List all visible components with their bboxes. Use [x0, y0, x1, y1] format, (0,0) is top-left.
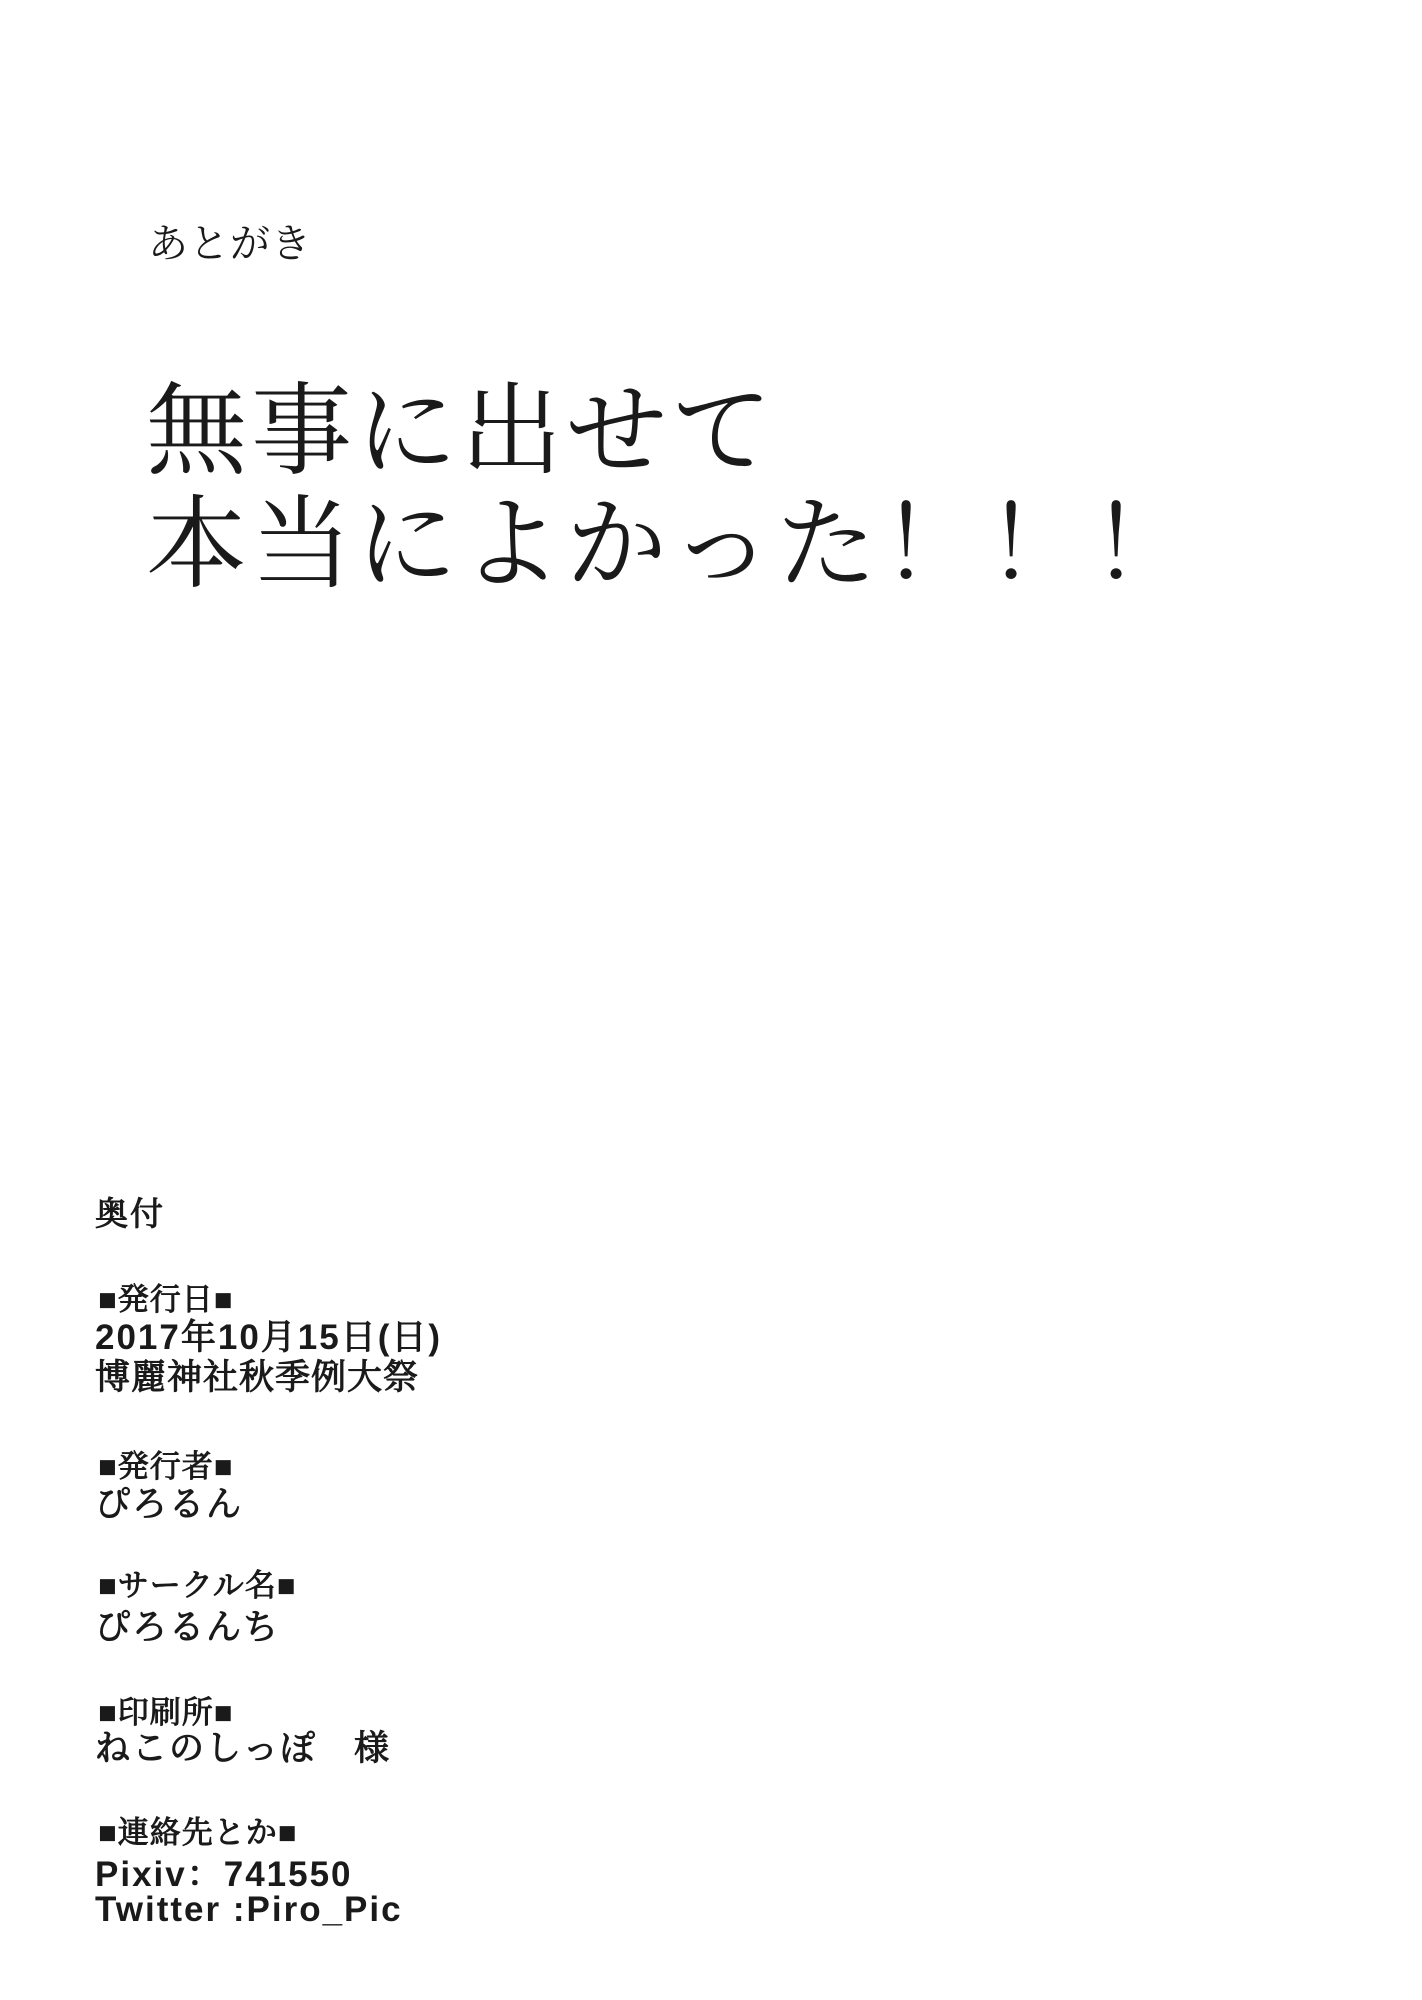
colophon-printer-name: ねこのしっぽ 様	[95, 1729, 392, 1768]
colophon-publisher-name: ぴろるん	[95, 1485, 244, 1524]
colophon-section-header-publication-date: ■発行日■	[98, 1282, 234, 1317]
colophon-section-header-publisher: ■発行者■	[98, 1449, 234, 1484]
headline-line-1: 無事に出せて	[146, 376, 777, 488]
colophon-section-header-printer: ■印刷所■	[98, 1695, 234, 1730]
colophon-section-header-contact: ■連絡先とか■	[98, 1815, 298, 1850]
colophon-title: 奥付	[95, 1195, 165, 1232]
colophon-section-header-circle-name: ■サークル名■	[98, 1568, 297, 1603]
colophon-contact-twitter: Twitter :Piro_Pic	[95, 1890, 403, 1929]
colophon-circle-name: ぴろるんち	[95, 1608, 281, 1647]
headline	[146, 376, 1196, 602]
colophon-publication-event: 博麗神社秋季例大祭	[95, 1358, 420, 1397]
headline-line-2: 本当によかった！！！	[146, 489, 1197, 601]
afterword-label: あとがき	[148, 222, 312, 266]
colophon-publication-date: 2017年10月15日(日)	[95, 1318, 443, 1357]
colophon-contact-pixiv: Pixiv：741550	[95, 1855, 353, 1894]
